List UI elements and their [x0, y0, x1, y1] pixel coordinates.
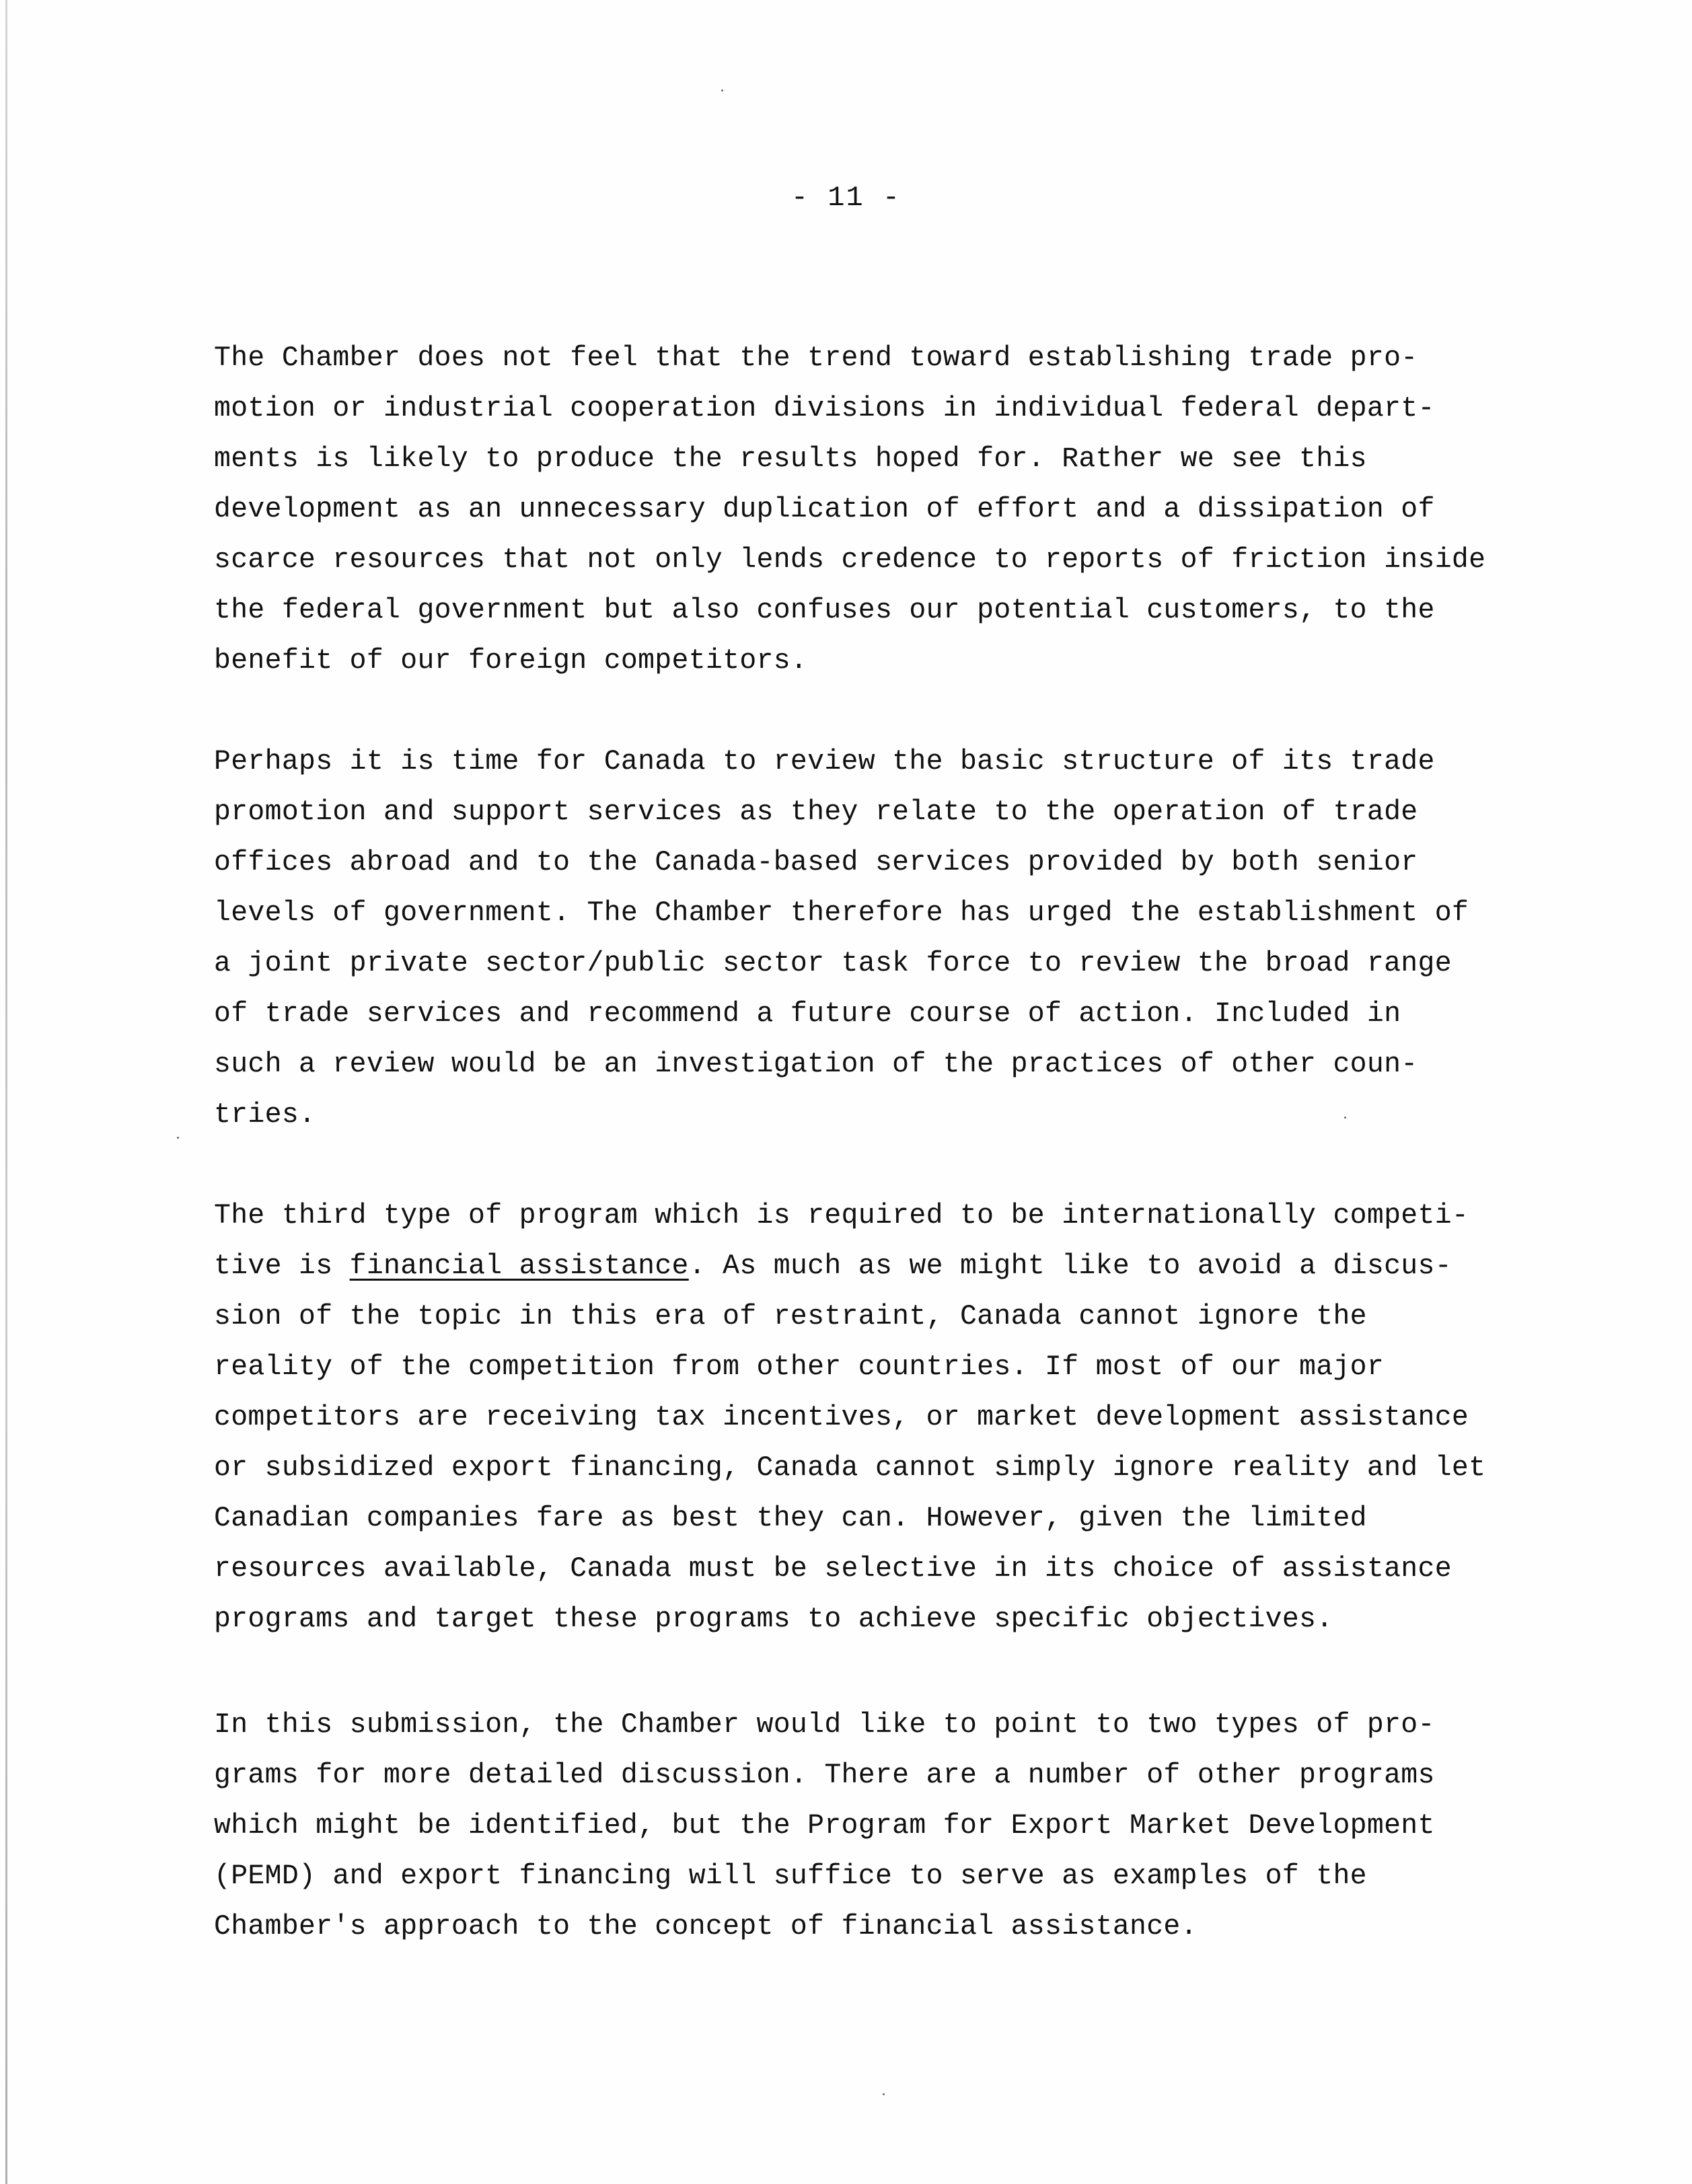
scan-speck [177, 1137, 179, 1139]
scan-speck [721, 89, 723, 91]
paragraph-two-programs: In this submission, the Chamber would like to point to two types of pro- grams for more detailed discussion. There are a number of other programs which might be identified, but the Program for Export Market Development (PEMD) and export financing will suffice to serve as examples of the Chamber's approach to the concept of financial assistance. [214, 1709, 1435, 1943]
scan-speck [1344, 1117, 1346, 1119]
page-number: - 11 - [790, 182, 902, 214]
paragraph-financial-assistance [214, 1191, 1533, 1645]
paragraph-text-after-underline: . As much as we might like to avoid a discus- sion of the topic in this era of restraint, Canada cannot ignore the reality of the competition from other countries. If most of our major competitors are receiving tax incentives, or market development assistance or subsidized export financing, Canada cannot simply ignore reality and let Canadian companies fare as best they can. However, given the limited resources available, Canada must be selective in its choice of assistance programs and target these programs to achieve specific objectives. [214, 1250, 1486, 1635]
paragraph-trend-duplication: The Chamber does not feel that the trend toward establishing trade pro- motion or industrial cooperation divisions in individual federal depart- ments is likely to produce the results hoped for. Rather we see this development as an unnecessary duplication of effort and a dissipation of scarce resources that not only lends credence to reports of friction inside the federal government but also confuses our potential customers, to the benefit of our foreign competitors. [214, 342, 1486, 677]
scan-binding-edge [5, 0, 7, 2184]
underlined-term-financial-assistance: financial assistance [349, 1250, 689, 1282]
paragraph-text-before-underline: The third type of program which is required to be internationally competi- tive is [214, 1200, 1469, 1282]
scan-speck [883, 2093, 885, 2095]
paragraph-review-structure: Perhaps it is time for Canada to review the basic structure of its trade promotion and support services as they relate to the operation of trade offices abroad and to the Canada-based services provided by both senior levels of government. The Chamber therefore has urged the establishment of a joint private sector/public sector task force to review the broad range of trade services and recommend a future course of action. Included in such a review would be an investigation of the practices of other coun- tries. [214, 746, 1469, 1131]
